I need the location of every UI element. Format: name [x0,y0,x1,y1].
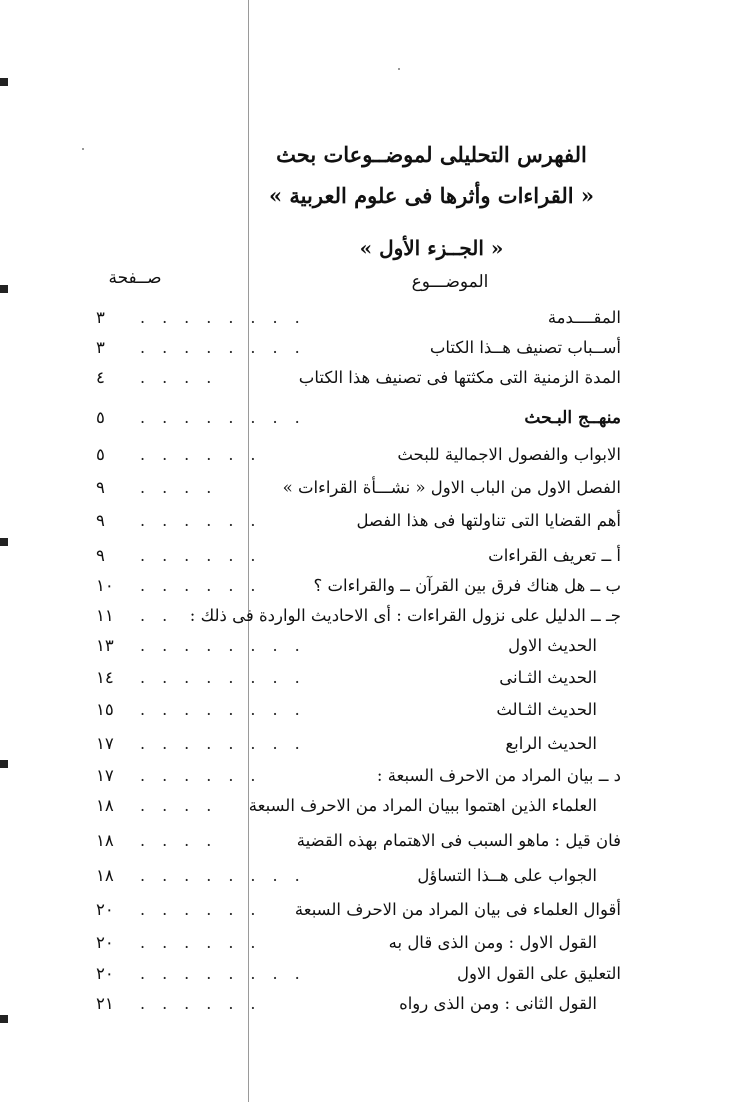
toc-entry-page-number: ٢٠ [96,964,114,983]
toc-entry [96,964,621,992]
toc-entry-title: د ــ بيان المراد من الاحرف السبعة : [376,766,621,785]
toc-entry [96,734,621,762]
toc-entry-page-number: ١٧ [96,734,114,753]
toc-entry-title: أســباب تصنيف هــذا الكتاب [429,338,621,357]
toc-entry-title: الابواب والفصول الاجمالية للبحث [397,445,621,464]
leader-dots: ........ [140,964,317,983]
book-title: « القراءات وأثرها فى علوم العربية » [268,183,595,208]
toc-entry-title: العلماء الذين اهتموا ببيان المراد من الاحرف السبعة [248,796,597,815]
toc-entry [96,668,621,696]
leader-dots: ...... [140,546,273,565]
toc-entry [96,308,621,336]
toc-entry [96,700,621,728]
toc-entry [96,511,621,539]
leader-dots: ........ [140,734,317,753]
leader-dots: .... [140,478,229,497]
toc-entry-page-number: ١٠ [96,576,114,595]
toc-entry-title: الحديث الثـالث [496,700,597,719]
toc-entry-page-number: ١١ [96,606,114,625]
leader-dots: ...... [140,994,273,1013]
leader-dots: ........ [140,866,317,885]
toc-entry-page-number: ١٤ [96,668,114,687]
toc-entry [96,796,621,824]
toc-entry-page-number: ٥ [96,408,105,427]
leader-dots: ...... [140,445,273,464]
toc-entry-page-number: ٩ [96,478,105,497]
toc-entry-page-number: ١٣ [96,636,114,655]
toc-entry [96,445,621,473]
toc-entry-title: المقــــدمة [547,308,621,327]
toc-entry [96,338,621,366]
toc-entry-title: ب ــ هل هناك فرق بين القرآن ــ والقراءات ؟ [313,576,621,595]
toc-entry [96,478,621,506]
leader-dots: ........ [140,308,317,327]
toc-entry [96,933,621,961]
toc-entry [96,576,621,604]
toc-entry [96,546,621,574]
toc-entry-title: الحديث الثـانى [499,668,597,687]
edge-mark [0,78,8,86]
toc-entry-page-number: ٤ [96,368,105,387]
page-column-header: صــفحة [108,268,162,288]
toc-entry-page-number: ٣ [96,308,105,327]
toc-entry-title: الفصل الاول من الباب الاول « نشـــأة القراءات » [282,478,621,497]
leader-dots: ...... [140,933,273,952]
toc-entry-page-number: ١٧ [96,766,114,785]
toc-entry [96,636,621,664]
leader-dots: .... [140,368,229,387]
leader-dots: ...... [140,766,273,785]
toc-entry-page-number: ٩ [96,511,105,530]
edge-mark [0,538,8,546]
toc-entry-title: القول الاول : ومن الذى قال به [388,933,597,952]
toc-entry-page-number: ٥ [96,445,105,464]
toc-entry [96,831,621,859]
leader-dots: ...... [140,511,273,530]
leader-dots: ...... [140,900,273,919]
leader-dots: .. [140,606,185,625]
topic-column-header: الموضـــوع [411,272,489,292]
edge-mark [0,760,8,768]
toc-entry-page-number: ٢٠ [96,900,114,919]
leader-dots: .... [140,796,229,815]
toc-entry-page-number: ١٨ [96,796,114,815]
leader-dots: ........ [140,408,317,427]
scan-speck [398,68,400,70]
toc-entry-page-number: ٩ [96,546,105,565]
toc-entry-page-number: ١٥ [96,700,114,719]
toc-entry-title: جـ ــ الدليل على نزول القراءات : أى الاحاديث الواردة فى ذلك : [189,606,621,625]
toc-entry-title: فان قيل : ماهو السبب فى الاهتمام بهذه القضية [296,831,621,850]
index-title: الفهرس التحليلى لموضــوعات بحث [276,142,587,167]
toc-entry [96,866,621,894]
toc-entry-title: الجواب على هــذا التساؤل [417,866,597,885]
toc-entry-title: القول الثانى : ومن الذى رواه [399,994,597,1013]
toc-entry [96,368,621,396]
toc-entry-title: الحديث الاول [508,636,597,655]
toc-entry-title: أقوال العلماء فى بيان المراد من الاحرف السبعة [294,900,621,919]
toc-entry-page-number: ٢١ [96,994,114,1013]
edge-mark [0,1015,8,1023]
leader-dots: ........ [140,700,317,719]
leader-dots: ........ [140,668,317,687]
toc-entry-title: منهــج البـحث [524,408,621,428]
toc-entry-title: أهم القضايا التى تناولتها فى هذا الفصل [356,511,621,530]
edge-mark [0,285,8,293]
leader-dots: .... [140,831,229,850]
leader-dots: ...... [140,576,273,595]
toc-entry-title: أ ــ تعريف القراءات [488,546,621,565]
toc-entry-title: الحديث الرابع [505,734,597,753]
toc-entry-title: المدة الزمنية التى مكثتها فى تصنيف هذا الكتاب [298,368,621,387]
toc-entry-page-number: ٢٠ [96,933,114,952]
volume-title: « الجــزء الأول » [359,236,504,260]
leader-dots: ........ [140,636,317,655]
leader-dots: ........ [140,338,317,357]
toc-entry [96,408,621,436]
toc-entry [96,606,621,634]
toc-entry [96,994,621,1022]
toc-entry-page-number: ٣ [96,338,105,357]
toc-entry [96,900,621,928]
toc-entry-page-number: ١٨ [96,866,114,885]
toc-entry [96,766,621,794]
toc-entry-page-number: ١٨ [96,831,114,850]
toc-entry-title: التعليق على القول الاول [457,964,621,983]
